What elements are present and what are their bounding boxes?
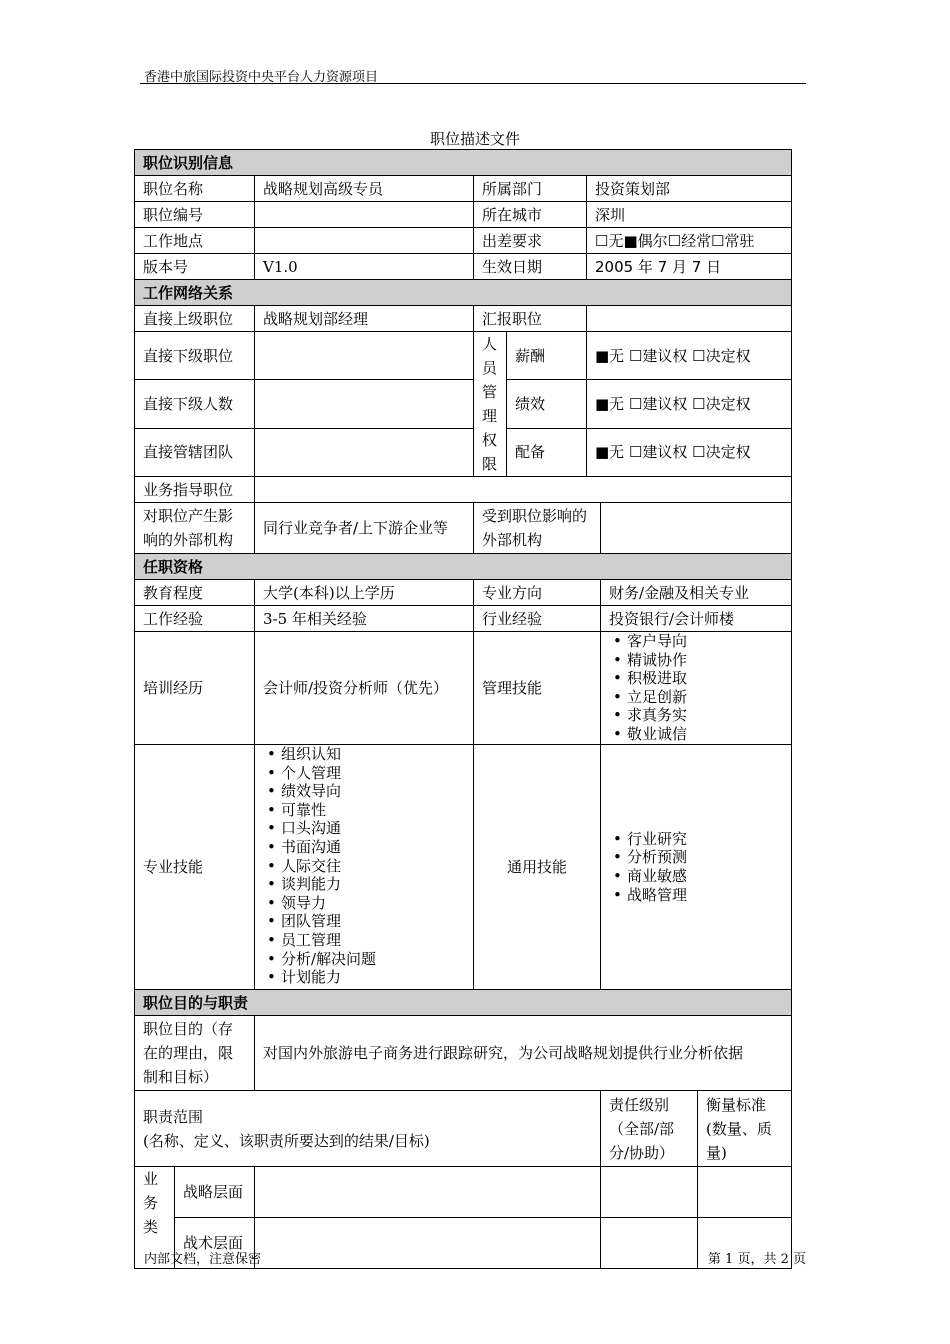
mgmt-authority-label-2: 管理 <box>482 383 498 425</box>
travel-label: 出差要求 <box>474 228 587 254</box>
sub-pos-label: 直接下级职位 <box>135 332 255 380</box>
list-item: • 立足创新 <box>627 688 783 707</box>
guide-label: 业务指导职位 <box>135 477 255 503</box>
scope-header-cell <box>135 1091 601 1167</box>
list-item: • 分析/解决问题 <box>281 950 465 969</box>
major-label: 专业方向 <box>474 580 601 606</box>
mgmt-item-salary: 薪酬 <box>507 332 587 380</box>
list-item: • 可靠性 <box>281 801 465 820</box>
version-label: 版本号 <box>135 254 255 280</box>
tactic-label: 战术层面 <box>175 1218 255 1269</box>
list-item: • 敬业诚信 <box>627 725 783 744</box>
exp-value: 3-5 年相关经验 <box>255 606 474 632</box>
list-item: • 人际交往 <box>281 857 465 876</box>
edu-label: 教育程度 <box>135 580 255 606</box>
ext-affected-value <box>601 503 792 554</box>
list-item: • 求真务实 <box>627 706 783 725</box>
superior-label: 直接上级职位 <box>135 306 255 332</box>
pro-skill-list-cell <box>255 745 474 990</box>
city-label: 所在城市 <box>474 202 587 228</box>
sub-count-label: 直接下级人数 <box>135 380 255 428</box>
mgmt-value-salary: ■无 ☐建议权 ☐决定权 <box>587 332 792 380</box>
list-item: • 积极进取 <box>627 669 783 688</box>
list-item: • 客户导向 <box>627 632 783 651</box>
job-no-label: 职位编号 <box>135 202 255 228</box>
job-name-value: 战略规划高级专员 <box>255 176 474 202</box>
footer-confidential: 内部文档，注意保密 <box>144 1252 262 1267</box>
biz-label: 业务类 <box>135 1167 175 1269</box>
list-item: • 个人管理 <box>281 764 465 783</box>
mgmt-value-performance: ■无 ☐建议权 ☐决定权 <box>587 380 792 428</box>
pro-skill-label: 专业技能 <box>135 745 255 990</box>
document-title: 职位描述文件 <box>429 130 520 148</box>
strategy-measure <box>698 1167 792 1218</box>
superior-value: 战略规划部经理 <box>255 306 474 332</box>
header-rule <box>140 83 806 84</box>
mgmt-item-staffing: 配备 <box>507 428 587 476</box>
mgmt-value-staffing: ■无 ☐建议权 ☐决定权 <box>587 428 792 476</box>
list-item: • 员工管理 <box>281 931 465 950</box>
list-item: • 战略管理 <box>627 886 783 905</box>
location-value <box>255 228 474 254</box>
list-item: • 行业研究 <box>627 830 783 849</box>
strategy-label: 战略层面 <box>175 1167 255 1218</box>
job-name-label: 职位名称 <box>135 176 255 202</box>
section-heading-identification: 职位识别信息 <box>135 150 792 176</box>
list-item: • 领导力 <box>281 894 465 913</box>
report-label: 汇报职位 <box>474 306 587 332</box>
training-value: 会计师/投资分析师（优先） <box>255 632 474 745</box>
tactic-content <box>255 1218 601 1269</box>
mgmt-item-performance: 绩效 <box>507 380 587 428</box>
report-value <box>587 306 792 332</box>
training-label: 培训经历 <box>135 632 255 745</box>
list-item: • 口头沟通 <box>281 819 465 838</box>
mgmt-authority-label-1: 人员 <box>482 335 498 377</box>
list-item: • 书面沟通 <box>281 838 465 857</box>
mgmt-authority-label <box>474 332 507 477</box>
page-number-text: 第 1 页，共 2 页 <box>707 1252 806 1267</box>
strategy-level <box>601 1167 698 1218</box>
mgmt-authority-label-3: 权限 <box>482 431 498 473</box>
edu-value: 大学(本科)以上学历 <box>255 580 474 606</box>
mgmt-skill-list-cell <box>601 632 792 745</box>
mgmt-skill-label: 管理技能 <box>474 632 601 745</box>
scope-sublabel: (名称、定义、该职责所要达到的结果/目标) <box>143 1131 430 1150</box>
industry-label: 行业经验 <box>474 606 601 632</box>
gen-skill-list <box>609 830 783 904</box>
sub-count-value <box>255 380 474 428</box>
ext-impact-value: 同行业竞争者/上下游企业等 <box>255 503 474 554</box>
list-item: • 组织认知 <box>281 745 465 764</box>
version-value: V1.0 <box>255 254 474 280</box>
list-item: • 商业敏感 <box>627 867 783 886</box>
tactic-level <box>601 1218 698 1269</box>
team-label: 直接管辖团队 <box>135 428 255 476</box>
strategy-content <box>255 1167 601 1218</box>
job-description-table <box>134 149 792 1269</box>
gen-skill-label: 通用技能 <box>474 745 601 990</box>
effective-value: 2005 年 7 月 7 日 <box>587 254 792 280</box>
effective-label: 生效日期 <box>474 254 587 280</box>
level-label: 责任级别（全部/部分/协助） <box>601 1091 698 1167</box>
travel-value: ☐无■偶尔☐经常☐常驻 <box>587 228 792 254</box>
city-value: 深圳 <box>587 202 792 228</box>
list-item: • 团队管理 <box>281 912 465 931</box>
location-label: 工作地点 <box>135 228 255 254</box>
ext-impact-label: 对职位产生影响的外部机构 <box>135 503 255 554</box>
job-no-value <box>255 202 474 228</box>
list-item: • 精诚协作 <box>627 651 783 670</box>
section-heading-purpose: 职位目的与职责 <box>135 990 792 1016</box>
dept-label: 所属部门 <box>474 176 587 202</box>
list-item: • 分析预测 <box>627 848 783 867</box>
industry-value: 投资银行/会计师楼 <box>601 606 792 632</box>
sub-pos-value <box>255 332 474 380</box>
pro-skill-list <box>263 745 465 987</box>
document-header: 香港中旅国际投资中央平台人力资源项目 <box>144 70 379 85</box>
major-value: 财务/金融及相关专业 <box>601 580 792 606</box>
footer-page-number <box>700 1248 806 1267</box>
list-item: • 计划能力 <box>281 968 465 987</box>
purpose-label: 职位目的（存在的理由，限制和目标） <box>135 1016 255 1091</box>
exp-label: 工作经验 <box>135 606 255 632</box>
mgmt-skill-list <box>609 632 783 744</box>
list-item: • 绩效导向 <box>281 782 465 801</box>
team-value <box>255 428 474 476</box>
guide-value <box>255 477 792 503</box>
section-heading-qualification: 任职资格 <box>135 554 792 580</box>
section-heading-network: 工作网络关系 <box>135 280 792 306</box>
dept-value: 投资策划部 <box>587 176 792 202</box>
purpose-value: 对国内外旅游电子商务进行跟踪研究，为公司战略规划提供行业分析依据 <box>255 1016 792 1091</box>
ext-affected-label: 受到职位影响的外部机构 <box>474 503 601 554</box>
list-item: • 谈判能力 <box>281 875 465 894</box>
measure-label: 衡量标准(数量、质量) <box>698 1091 792 1167</box>
scope-label: 职责范围 <box>143 1107 204 1126</box>
gen-skill-list-cell <box>601 745 792 990</box>
